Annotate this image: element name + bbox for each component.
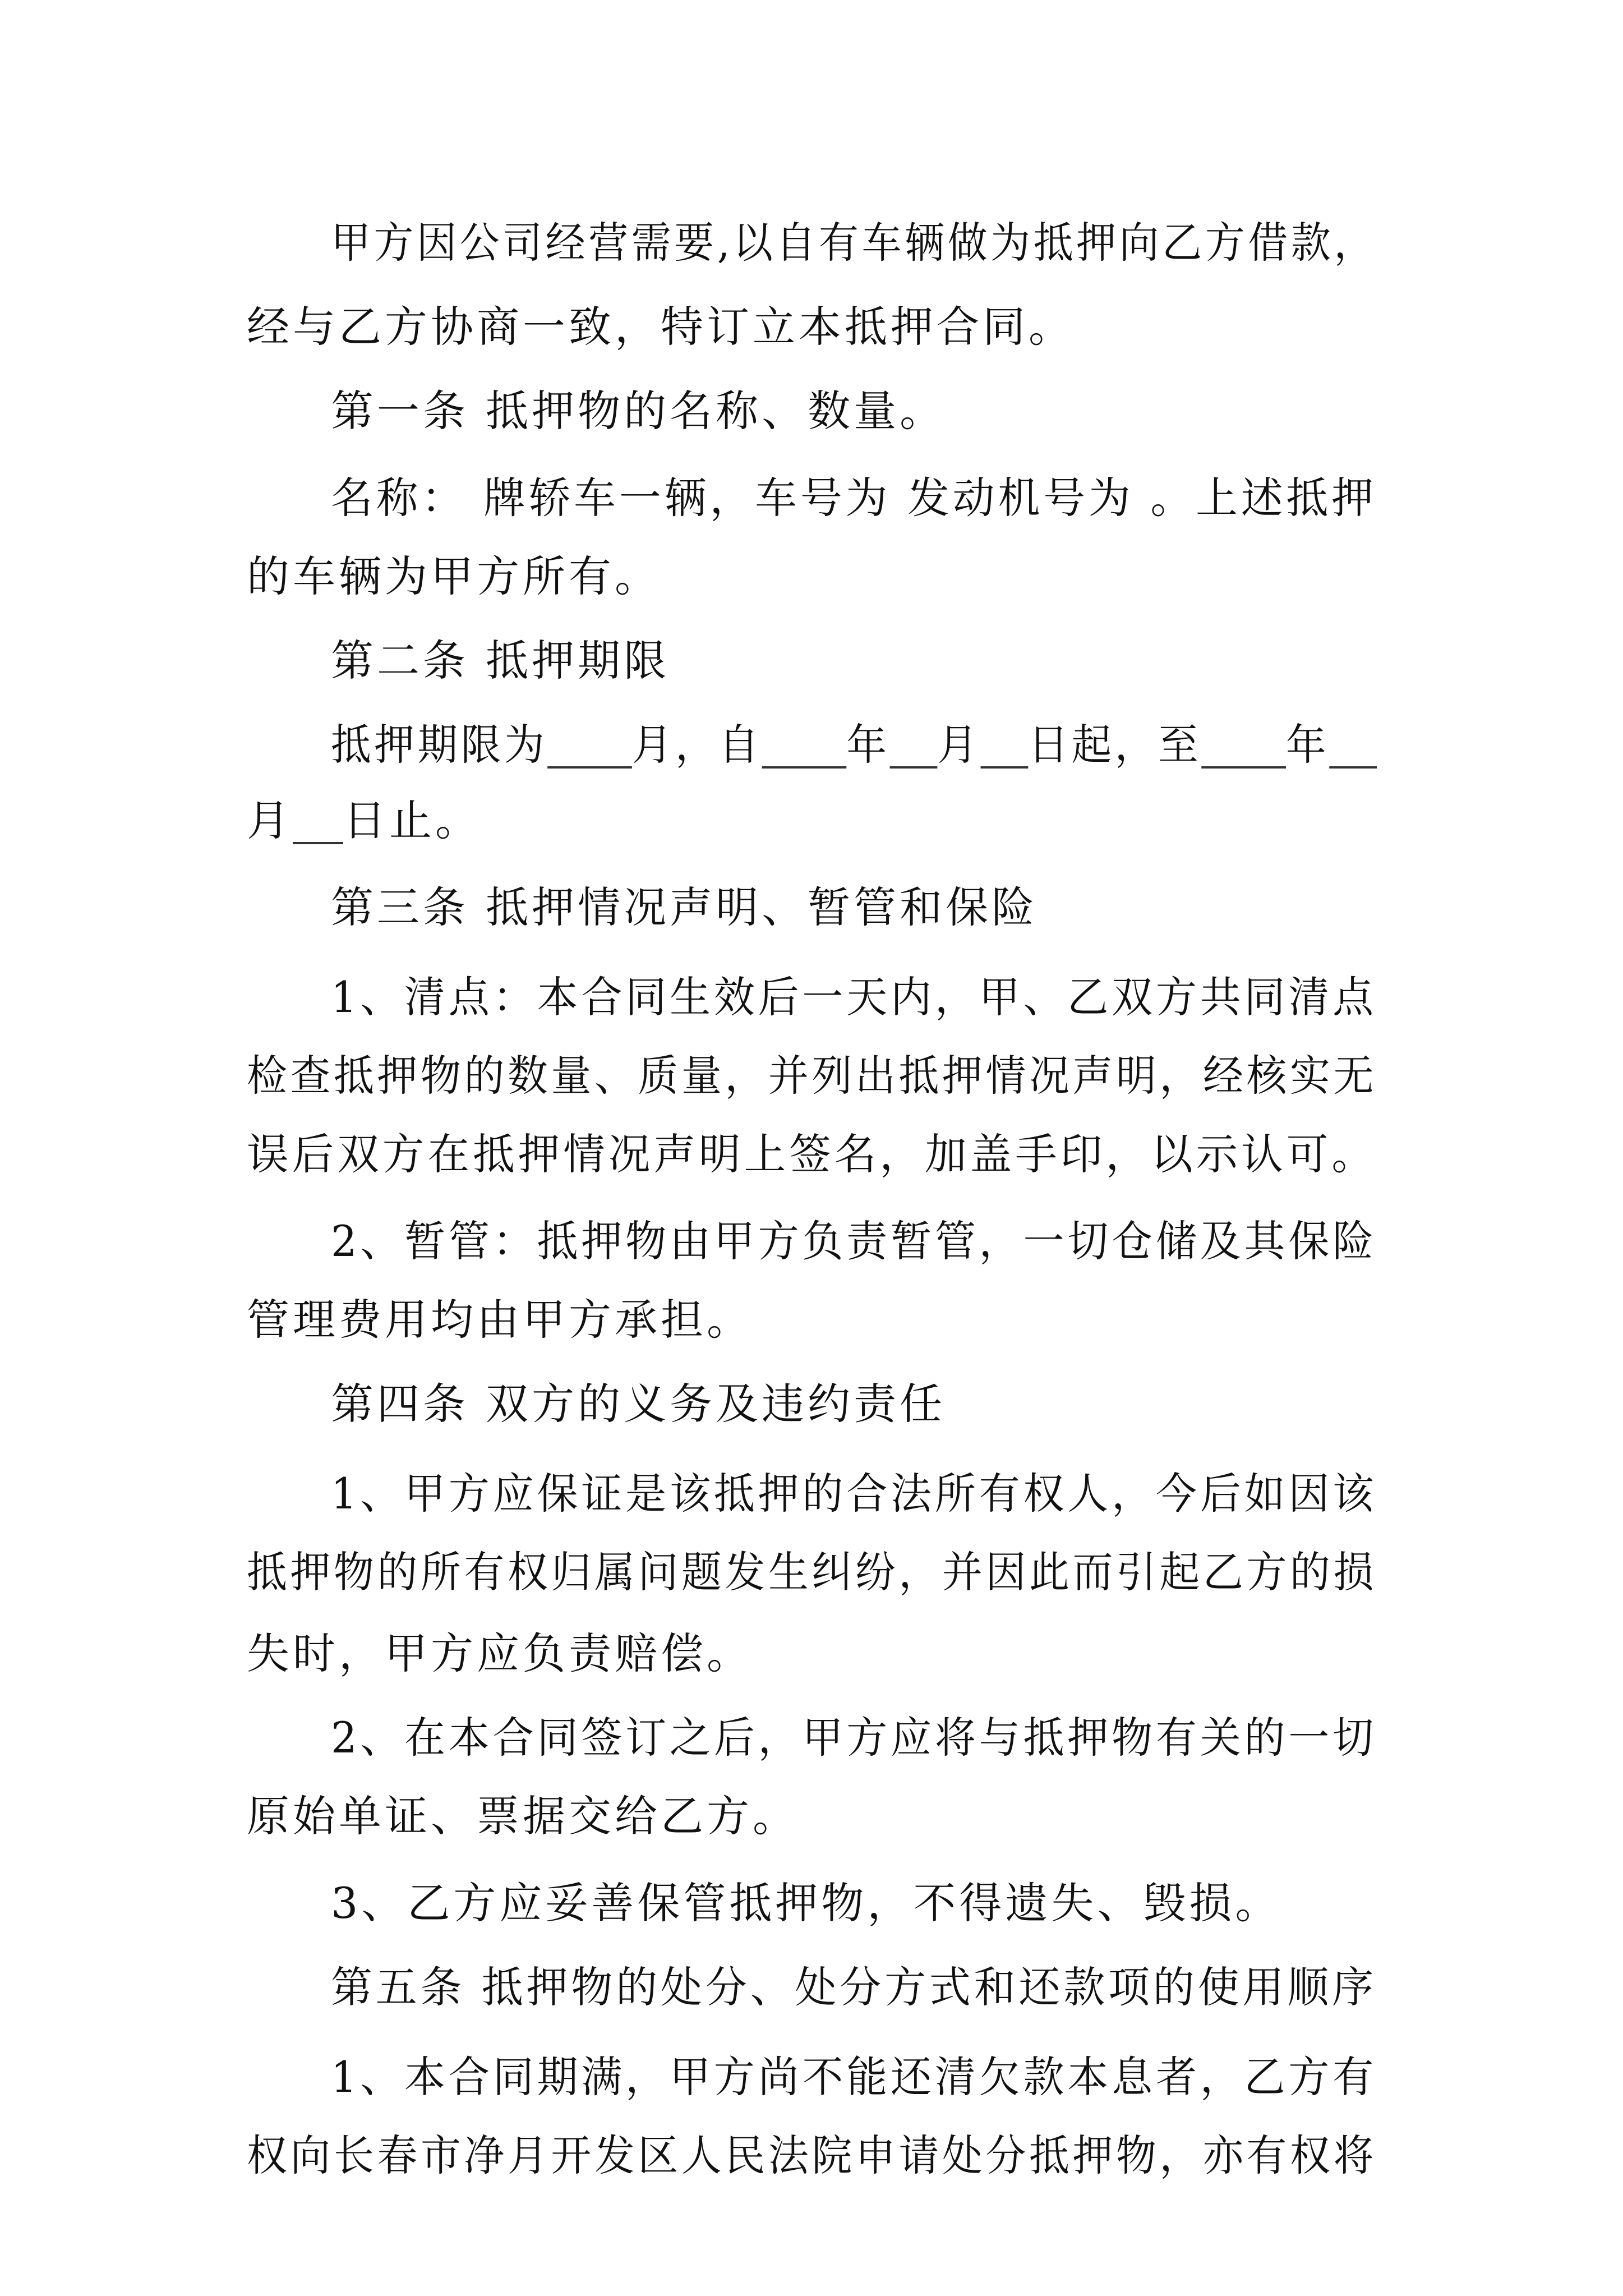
art3-1-line-3 — [247, 1129, 1377, 1179]
text-run: 2、暂管：抵押物由甲方负责暂管，一切仓储及其保险 — [331, 1216, 1377, 1266]
art2-body-line-1 — [331, 720, 1377, 770]
text-run: 年 — [846, 720, 890, 770]
fill-in-blank — [1329, 724, 1377, 769]
text-run: 原始单证、票据交给乙方。 — [247, 1791, 799, 1841]
fill-in-blank — [981, 724, 1029, 769]
art5-1-line-1 — [331, 2052, 1377, 2102]
text-run: 管理费用均由甲方承担。 — [247, 1295, 753, 1345]
fill-in-blank — [762, 724, 847, 769]
text-run: 日止。 — [343, 795, 481, 845]
text-run: 误后双方在抵押情况声明上签名，加盖手印，以示认可。 — [247, 1129, 1377, 1179]
text-run: 抵押物的所有权归属问题发生纠纷，并因此而引起乙方的损 — [247, 1547, 1377, 1597]
art3-1-line-1 — [331, 972, 1377, 1022]
text-run: 第三条 抵押情况声明、暂管和保险 — [331, 882, 1038, 932]
text-run: 失时，甲方应负责赔偿。 — [247, 1628, 753, 1678]
text-run: 权向长春市净月开发区人民法院申请处分抵押物，亦有权将 — [247, 2131, 1377, 2180]
text-run: 日起，至 — [1028, 720, 1202, 770]
art4-2-line-1 — [331, 1713, 1377, 1763]
art1-body-line-1 — [331, 473, 1377, 523]
text-run: 甲方因公司经营需要,以自有车辆做为抵押向乙方借款， — [331, 218, 1377, 268]
art4-title-line-1 — [331, 1379, 946, 1429]
art4-1-line-1 — [331, 1469, 1377, 1519]
art2-body-line-2 — [247, 795, 481, 845]
p1-line-2 — [247, 302, 1075, 352]
text-run: 1、本合同期满，甲方尚不能还清欠款本息者，乙方有 — [331, 2052, 1377, 2102]
art5-title-line-1 — [331, 1962, 1377, 2012]
art5-1-line-2 — [247, 2131, 1377, 2180]
art3-2-line-1 — [331, 1216, 1377, 1266]
art3-1-line-2 — [247, 1051, 1377, 1101]
fill-in-blank — [1201, 724, 1286, 769]
art4-3-line-1 — [331, 1878, 1281, 1928]
fill-in-blank — [890, 724, 938, 769]
art3-2-line-2 — [247, 1295, 753, 1345]
text-run: 年 — [1285, 720, 1330, 770]
text-run: 月 — [937, 720, 981, 770]
text-run: 1、清点：本合同生效后一天内，甲、乙双方共同清点 — [331, 972, 1377, 1022]
text-run: 名称： 牌轿车一辆，车号为 发动机号为 。上述抵押 — [331, 473, 1377, 523]
p1-line-1 — [331, 218, 1377, 268]
art4-2-line-2 — [247, 1791, 799, 1841]
art2-title-line-1 — [331, 636, 670, 685]
art4-1-line-3 — [247, 1628, 753, 1678]
text-run: 2、在本合同签订之后，甲方应将与抵押物有关的一切 — [331, 1713, 1377, 1763]
fill-in-blank — [293, 799, 343, 844]
art4-1-line-2 — [247, 1547, 1377, 1597]
text-run: 第五条 抵押物的处分、处分方式和还款项的使用顺序 — [331, 1962, 1377, 2012]
text-run: 月，自 — [631, 720, 762, 770]
art1-body-line-2 — [247, 551, 661, 601]
text-run: 第四条 双方的义务及违约责任 — [331, 1379, 946, 1429]
art3-title-line-1 — [331, 882, 1038, 932]
text-run: 1、甲方应保证是该抵押的合法所有权人，今后如因该 — [331, 1469, 1377, 1519]
art1-title-line-1 — [331, 386, 946, 436]
text-run: 抵押期限为 — [331, 720, 548, 770]
text-run: 第一条 抵押物的名称、数量。 — [331, 386, 946, 436]
text-run: 经与乙方协商一致，特订立本抵押合同。 — [247, 302, 1075, 352]
fill-in-blank — [547, 724, 632, 769]
text-run: 检查抵押物的数量、质量，并列出抵押情况声明，经核实无 — [247, 1051, 1377, 1101]
text-run: 月 — [247, 795, 293, 845]
text-run: 第二条 抵押期限 — [331, 636, 670, 685]
text-run: 3、乙方应妥善保管抵押物，不得遗失、毁损。 — [331, 1878, 1281, 1928]
text-run: 的车辆为甲方所有。 — [247, 551, 661, 601]
